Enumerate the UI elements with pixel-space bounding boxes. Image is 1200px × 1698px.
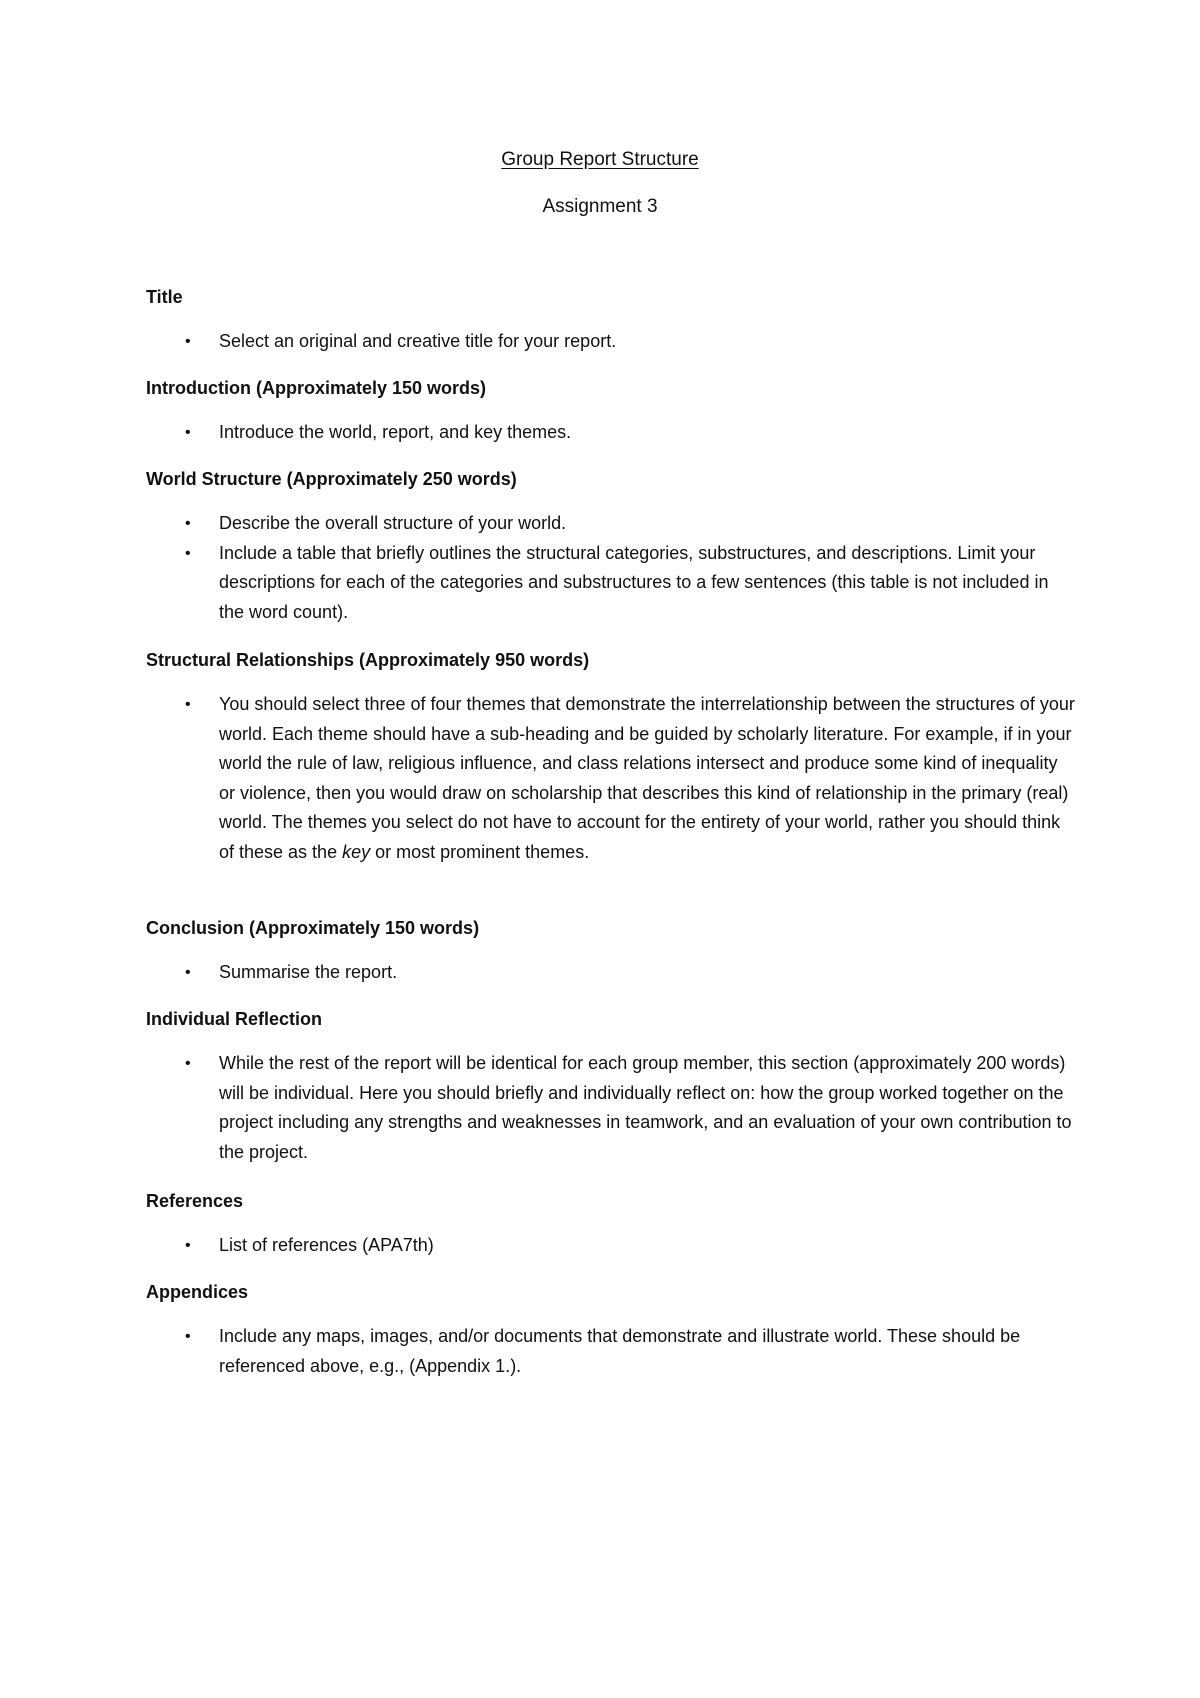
section-heading: Individual Reflection [146, 1009, 323, 1029]
list-item-text: List of references (APA7th) [219, 1235, 434, 1255]
bullet-icon: • [185, 1328, 191, 1345]
list-item [146, 327, 1076, 357]
list-item-text: Select an original and creative title for your report. [219, 331, 617, 351]
section-heading: Structural Relationships (Approximately 950 words) [146, 650, 590, 670]
section-structural-relationships [146, 648, 1076, 867]
section-heading: Title [146, 287, 183, 307]
list-item-text: Include any maps, images, and/or documents that demonstrate and illustrate world. These should be referenced above, e.g., (Appendix 1.). [219, 1326, 1021, 1376]
bullet-icon: • [185, 696, 191, 713]
list-item [146, 509, 1076, 539]
section-heading: World Structure (Approximately 250 words) [146, 469, 517, 489]
list-item [146, 539, 1076, 628]
list-item [146, 1049, 1076, 1167]
section-world-structure [146, 467, 1076, 627]
bullet-icon: • [185, 515, 191, 532]
bullet-icon: • [185, 544, 191, 562]
document-title: Group Report Structure [501, 149, 699, 170]
section-references [146, 1189, 1076, 1261]
emphasis-text: key [342, 841, 371, 862]
list-item-text: Include a table that briefly outlines the structural categories, substructures, and descriptions. Limit your descriptions for each of the categories and substructures to a few sentences (this table is not included in the word count). [219, 542, 1049, 622]
section-title [146, 285, 1076, 357]
bullet-icon: • [185, 333, 191, 350]
list-item-text: While the rest of the report will be identical for each group member, this section (approximately 200 words) will be individual. Here you should briefly and individually reflect on: how the group worked together on the project including any strengths and weaknesses in teamwork, and an evaluation of your own contribution to the project. [219, 1053, 1072, 1162]
list-item [146, 1322, 1076, 1381]
list-item-text: You should select three of four themes that demonstrate the interrelationship between the structures of your world. Each theme should have a sub-heading and be guided by scholarly literature. For example, if in your world the rule of law, religious influence, and class relations intersect and produce some kind of inequality or violence, then you would draw on scholarship that describes this kind of relationship in the primary (real) world. The themes you select do not have to account for the entirety of your world, rather you should think of these as the key or most prominent themes. [219, 694, 1075, 862]
list-item [146, 690, 1076, 867]
list-item-text: Describe the overall structure of your world. [219, 513, 567, 533]
section-individual-reflection [146, 1007, 1076, 1167]
list-item [146, 958, 1076, 988]
section-appendices [146, 1280, 1076, 1381]
document-subtitle: Assignment 3 [542, 196, 658, 217]
section-introduction [146, 376, 1076, 448]
section-heading: Introduction (Approximately 150 words) [146, 378, 487, 398]
bullet-icon: • [185, 1055, 191, 1072]
bullet-icon: • [185, 964, 191, 981]
bullet-icon: • [185, 424, 191, 441]
list-item-text: Summarise the report. [219, 962, 398, 982]
list-item [146, 418, 1076, 448]
bullet-icon: • [185, 1237, 191, 1254]
list-item-text: Introduce the world, report, and key themes. [219, 422, 572, 442]
section-heading: Conclusion (Approximately 150 words) [146, 918, 480, 938]
section-conclusion [146, 916, 1076, 988]
section-heading: Appendices [146, 1282, 249, 1302]
section-heading: References [146, 1191, 244, 1211]
list-item [146, 1231, 1076, 1261]
